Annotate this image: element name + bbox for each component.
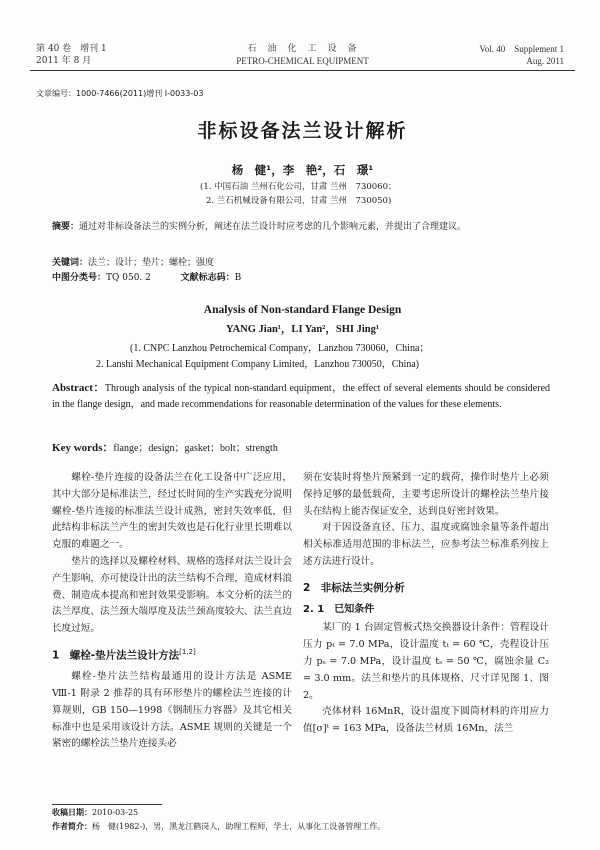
date-cn: 2011 年 8 月 bbox=[36, 56, 92, 66]
date-en: Aug. 2011 bbox=[526, 56, 564, 66]
keywords-cn-text: 法兰；设计；垫片；螺栓；强度 bbox=[88, 258, 215, 268]
footnote-rule bbox=[52, 804, 162, 805]
received-label: 收稿日期： bbox=[52, 808, 92, 817]
paragraph: 螺栓-垫片法兰结构最通用的设计方法是 ASME Ⅷ-1 附录 2 推荐的具有环形垫片的螺栓法兰连接的计算规则，GB 150—1998《钢制压力容器》及其它相关标准中也是采用该设计方法。ASME 规则的关键是一个紧密的螺栓法兰垫片连接头必 bbox=[52, 671, 292, 750]
paragraph: 某厂的 1 台固定管板式热交换器设计条件：管程设计压力 pₜ = 7.0 MPa，设计温度 tₜ = 60 ℃，壳程设计压力 pₛ = 7.0 MPa，设计温度 tₛ = 50 ℃，腐蚀余量 C₂ = 3.0 mm。法兰和垫片的具体规格、尺寸详见图 1、图 2。 bbox=[303, 622, 549, 701]
received-value: 2010-03-25 bbox=[92, 808, 139, 817]
title-cn: 非标设备法兰设计解析 bbox=[197, 120, 408, 142]
classification-row bbox=[52, 272, 241, 284]
title-en: Analysis of Non-standard Flange Design bbox=[203, 304, 402, 316]
class-value: TQ 050. 2 bbox=[106, 273, 151, 283]
volume-en: Vol. 40 Supplement 1 bbox=[479, 44, 564, 54]
keywords-en bbox=[52, 439, 278, 455]
paragraph: 对于因设备直径、压力、温度或腐蚀余量等条件超出相关标准适用范围的非标法兰，应参考法兰标准系列按上述方法进行设计。 bbox=[303, 522, 549, 567]
left-column bbox=[52, 470, 292, 753]
abstract-en-text: Through analysis of the typical non-standard equipment，the effect of several elements should be considered in the flange design，and made recommendations for reasonable determination of the values for these elements. bbox=[52, 383, 551, 410]
journal-title-en: PETRO-CHEMICAL EQUIPMENT bbox=[236, 56, 369, 66]
article-id: 文章编号：1000-7466(2011)增刊 I-0033-03 bbox=[36, 89, 204, 98]
doc-code-label: 文献标志码： bbox=[180, 273, 235, 283]
authors-en: YANG Jian¹，LI Yan²，SHI Jing¹ bbox=[225, 324, 380, 335]
paragraph: 须在安装时将垫片预紧到一定的载荷，操作时垫片上必须保持足够的最低载荷，主要考虑所设计的螺栓法兰垫片接头在结构上能否保证安全，达到良好密封效果。 bbox=[303, 472, 549, 517]
affiliation-cn-1: (1. 中国石油 兰州石化公司，甘肃 兰州 730060； bbox=[200, 182, 397, 192]
author-bio bbox=[52, 821, 385, 833]
keywords-en-text: flange；design；gasket；bolt；strength bbox=[113, 443, 278, 454]
volume-cn: 第 40 卷 增刊 1 bbox=[36, 44, 107, 54]
affiliation-en-2: 2. Lanshi Mechanical Equipment Company Limited，Lanzhou 730050，China) bbox=[96, 359, 419, 370]
header-rule bbox=[30, 70, 575, 71]
affiliation-cn-2: 2. 兰石机械设备有限公司，甘肃 兰州 730050) bbox=[206, 196, 392, 206]
paragraph: 壳体材料 16MnR，设计温度下圆筒材料的许用应力值[σ]ᵗ = 163 MPa，设备法兰材质 16Mn，法兰 bbox=[303, 706, 549, 735]
keywords-en-label: Key words： bbox=[52, 442, 114, 454]
section-1-ref: [1,2] bbox=[179, 647, 196, 656]
class-label: 中图分类号： bbox=[52, 273, 107, 283]
section-heading bbox=[52, 644, 292, 664]
author-bio-value: 杨 健(1982-)，男，黑龙江鹤岗人，助理工程师，学士，从事化工设备管理工作。 bbox=[92, 822, 386, 831]
keywords-cn bbox=[52, 257, 214, 269]
doc-code-value: B bbox=[234, 273, 242, 283]
abstract-cn-text: 通过对非标设备法兰的实例分析，阐述在法兰设计时应考虑的几个影响元素，并提出了合理建议。 bbox=[79, 222, 467, 232]
affiliation-en-1: (1. CNPC Lanzhou Petrochemical Company，Lanzhou 730060，China； bbox=[130, 343, 430, 354]
abstract-cn-label: 摘要： bbox=[52, 222, 80, 232]
paragraph: 垫片的选择以及螺栓材料、规格的选择对法兰设计会产生影响，亦可使设计出的法兰结构不合理，造成材料浪费、制造成本提高和密封效果受影响。本文分析的法兰的法兰厚度、法兰颈大端厚度及法兰颈高度较大、法兰直边长度过短。 bbox=[52, 555, 292, 635]
authors-cn: 杨 健¹，李 艳²，石 璟¹ bbox=[231, 163, 374, 177]
right-column bbox=[303, 470, 549, 738]
paragraph: 螺栓-垫片连接的设备法兰在化工设备中广泛应用，其中大部分是标准法兰，经过长时间的生产实践充分说明螺栓-垫片连接的标准法兰设计成熟，密封失效率低，但此结构非标法兰产生的密封失效也是石化行业里长期难以克服的难题之一。 bbox=[52, 472, 292, 551]
section-1-title: 1 螺栓-垫片法兰设计方法 bbox=[52, 649, 180, 662]
author-bio-label: 作者简介： bbox=[52, 822, 92, 831]
abstract-cn bbox=[52, 220, 548, 235]
keywords-cn-label: 关键词： bbox=[52, 258, 89, 268]
abstract-en bbox=[52, 381, 550, 412]
received-date bbox=[52, 807, 138, 819]
journal-title-cn: 石 油 化 工 设 备 bbox=[247, 44, 358, 54]
abstract-en-label: Abstract： bbox=[52, 382, 105, 394]
section-2-1-title: 2. 1 已知条件 bbox=[303, 603, 375, 615]
section-2-title: 2 非标法兰实例分析 bbox=[303, 581, 405, 594]
